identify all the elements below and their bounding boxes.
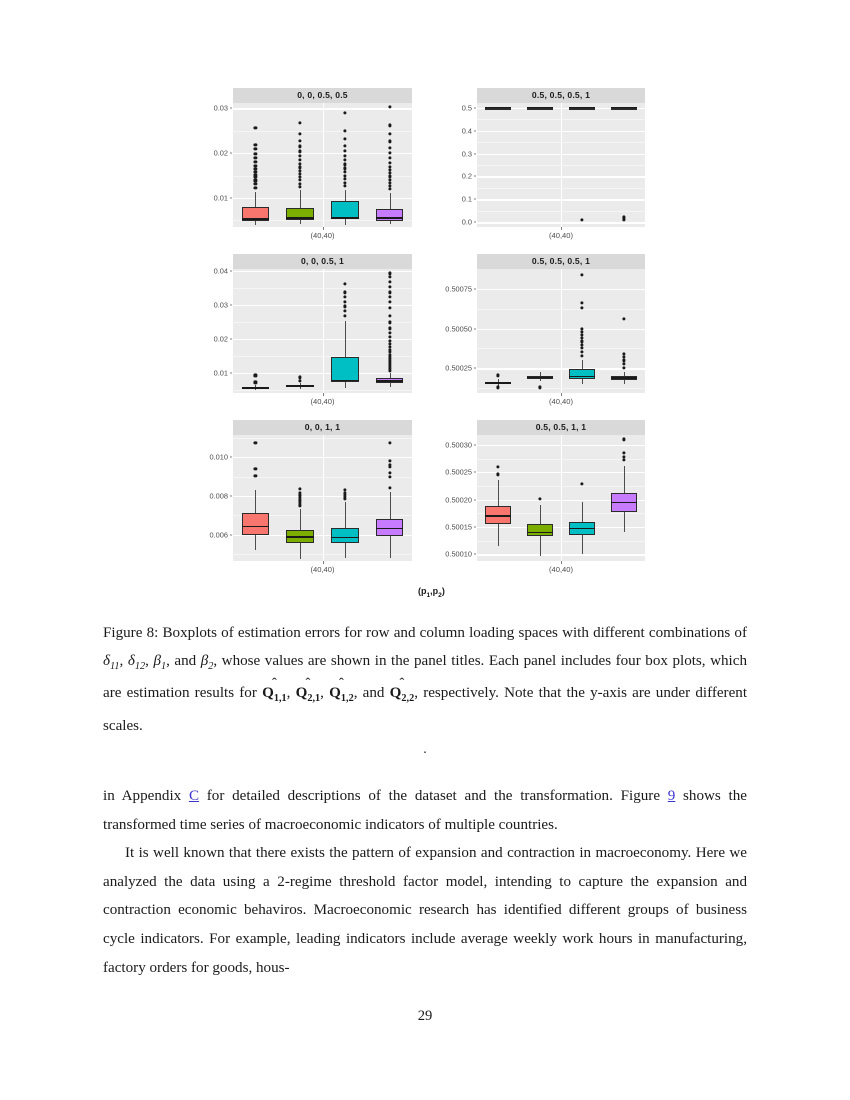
y-axis-tick-label: 0.02 [213, 334, 228, 344]
y-axis-tick-label: 0.50020 [445, 495, 472, 505]
symbol-qhat-11: ˆ $Q_{1,1}$ [262, 676, 287, 705]
y-axis-tick-mark [230, 304, 233, 305]
y-axis-tick-mark [230, 153, 233, 154]
outlier-point [388, 314, 391, 317]
y-axis-tick-label: 0.01 [213, 193, 228, 203]
whisker-upper [624, 466, 625, 493]
y-axis-tick-mark [474, 288, 477, 289]
outlier-point [622, 455, 625, 458]
outlier-point [388, 132, 391, 135]
outlier-point [388, 165, 391, 168]
y-axis-tick-mark [230, 197, 233, 198]
whisker-lower [390, 221, 391, 224]
outlier-point [622, 366, 625, 369]
boxplot-panel-1 [197, 88, 419, 254]
y-axis-tick-mark [474, 328, 477, 329]
outlier-point [622, 459, 625, 462]
outlier-point [622, 362, 625, 365]
y-axis-tick-label: 0.2 [461, 171, 472, 181]
y-axis-tick-mark [230, 372, 233, 373]
y-axis-tick-label: 0.0 [461, 217, 472, 227]
para1-text-c: shows the transformed time series of macroeconomic indicators of multiple countries. [103, 788, 747, 833]
boxplot-panel-6 [419, 420, 649, 588]
figure-9-link[interactable]: 9 [667, 788, 676, 804]
paragraph-2: It is well known that there exists the pattern of expansion and contraction in macroeconomy. Here we analyzed the data using a 2-regime threshold factor model, intending to capture the expansion and contraction economic behaviros. Macroeconomic research has identified different groups of business cycle indicators. For example, leading indicators include average weekly work hours in manufacturing, factory orders for goods, hous- [103, 845, 747, 976]
y-axis-tick-label: 0.03 [213, 103, 228, 113]
outlier-point [388, 460, 391, 463]
outlier-point [388, 140, 391, 143]
y-axis-tick-mark [474, 199, 477, 200]
mid-page-bullet: . [423, 742, 427, 757]
whisker-lower [624, 380, 625, 384]
y-axis-tick-mark [230, 457, 233, 458]
y-axis-tick-label: 0.50015 [445, 522, 472, 532]
caption-label: Figure 8: [103, 625, 159, 641]
x-axis-tick-label: (40,40) [310, 565, 335, 574]
boxplot-Q_2,2 [477, 269, 645, 393]
y-axis-tick-mark [230, 496, 233, 497]
y-axis-tick-mark [474, 153, 477, 154]
median-line [611, 107, 637, 109]
outlier-point [388, 124, 391, 127]
y-axis-tick-mark [474, 499, 477, 500]
outlier-point [388, 169, 391, 172]
x-axis-tick-label: (40,40) [548, 565, 574, 574]
outlier-point [388, 146, 391, 149]
caption-text-c: panel includes four box plots, which are estimation results for [103, 652, 747, 702]
y-axis-tick-label: 0.03 [213, 300, 228, 310]
panel-title: 0.5, 0.5, 0.5, 1 [477, 254, 645, 269]
y-axis-tick-label: 0.50025 [445, 363, 472, 373]
symbol-delta11: $\delta_{11}$ [103, 652, 120, 672]
outlier-point [388, 184, 391, 187]
para1-text-a: in Appendix [103, 788, 189, 804]
symbol-beta1: $\beta_1$ [153, 652, 167, 672]
outlier-point [388, 152, 391, 155]
outlier-point [388, 296, 391, 299]
median-line [376, 528, 404, 530]
panel-title: 0.5, 0.5, 0.5, 1 [477, 88, 645, 103]
outlier-point [622, 356, 625, 359]
outlier-point [622, 451, 625, 454]
outlier-point [388, 280, 391, 283]
y-axis-tick-mark [474, 222, 477, 223]
plot-area [209, 435, 412, 574]
y-axis-tick-mark [230, 338, 233, 339]
outlier-point [622, 352, 625, 355]
y-axis-tick-mark [474, 130, 477, 131]
caption-text-d: respectively. Note that the y-axis are under different scales. [103, 685, 748, 734]
y-axis-tick-mark [474, 527, 477, 528]
outlier-point [388, 300, 391, 303]
x-axis-tick-mark [561, 227, 562, 230]
x-axis-tick-mark [323, 393, 324, 396]
outlier-point [388, 441, 391, 444]
page-number: 29 [417, 1008, 433, 1024]
boxplot-Q_2,2 [233, 103, 412, 227]
y-axis-tick-label: 0.3 [461, 149, 472, 159]
boxplot-Q_2,2 [233, 269, 412, 393]
outlier-point [388, 161, 391, 164]
outlier-point [388, 275, 391, 278]
outlier-point [388, 335, 391, 338]
y-axis-tick-label: 0.50030 [445, 440, 472, 450]
median-line [611, 377, 637, 379]
outlier-point [388, 105, 391, 108]
outlier-point [388, 331, 391, 334]
symbol-qhat-21: ˆ $Q_{2,1}$ [295, 676, 321, 705]
y-axis-tick-label: 0.04 [213, 266, 228, 276]
y-axis-tick-label: 0.50050 [445, 324, 472, 334]
y-axis-tick-label: 0.01 [213, 368, 228, 378]
y-axis-tick-mark [474, 107, 477, 108]
y-axis-tick-mark [230, 270, 233, 271]
box [376, 209, 404, 221]
y-axis-tick-label: 0.006 [209, 530, 228, 540]
x-axis-tick-mark [561, 561, 562, 564]
y-axis-tick-mark [474, 444, 477, 445]
outlier-point [388, 306, 391, 309]
plot-area [213, 103, 412, 240]
x-axis-tick-label: (40,40) [310, 231, 335, 240]
x-axis-tick-mark [323, 561, 324, 564]
boxplot-panel-5 [197, 420, 419, 588]
outlier-point [388, 172, 391, 175]
y-axis-tick-label: 0.50075 [445, 284, 472, 294]
symbol-delta12: $\delta_{12}$ [127, 652, 146, 672]
outlier-point [388, 285, 391, 288]
y-axis-tick-label: 0.008 [209, 491, 228, 501]
para1-text-b: for detailed descriptions of the dataset and the transformation. Figure [199, 788, 668, 804]
x-axis-tick-label: (40,40) [310, 397, 335, 406]
whisker-lower [390, 383, 391, 387]
x-axis-tick-mark [323, 227, 324, 230]
whisker-lower [624, 512, 625, 532]
figure-caption [103, 620, 747, 740]
outlier-point [622, 438, 625, 441]
y-axis-tick-label: 0.02 [213, 148, 228, 158]
panel-title: 0, 0, 0.5, 1 [233, 254, 412, 269]
boxplot-Q_2,2 [477, 435, 645, 561]
y-axis-tick-label: 0.50010 [445, 549, 472, 559]
caption-text-b: , whose values are shown in the panel titles. Each [213, 652, 520, 669]
plot-area [461, 103, 645, 240]
plot-area [213, 266, 412, 406]
plot-area [445, 269, 645, 406]
body-text [103, 782, 747, 982]
caption-comma-2: , [145, 652, 154, 669]
boxplot-panel-grid [197, 88, 649, 588]
symbol-qhat-22: ˆ $Q_{2,2}$ [389, 676, 415, 705]
paragraph-1 [103, 782, 747, 839]
caption-text-a: combinations of [648, 625, 747, 641]
median-line [376, 380, 404, 382]
symbol-qhat-12: ˆ $Q_{1,2}$ [329, 676, 354, 705]
symbol-beta2: $\beta_2$ [200, 652, 214, 672]
x-axis-tick-mark [561, 393, 562, 396]
median-line [611, 502, 637, 504]
outlier-point [388, 471, 391, 474]
caption-comma-6: , and [353, 685, 390, 702]
caption-comma-5: , [320, 685, 330, 702]
panel-title: 0, 0, 0.5, 0.5 [233, 88, 412, 103]
y-axis-tick-mark [474, 176, 477, 177]
y-axis-tick-mark [474, 472, 477, 473]
y-axis-tick-mark [230, 534, 233, 535]
panel-title: 0.5, 0.5, 1, 1 [477, 420, 645, 435]
boxplot-Q_2,2 [477, 103, 645, 227]
panel-title: 0, 0, 1, 1 [233, 420, 412, 435]
x-axis-tick-label: (40,40) [548, 397, 574, 406]
outlier-point [388, 175, 391, 178]
outlier-point [388, 327, 391, 330]
caption-comma-7: , [414, 685, 418, 702]
caption-comma-3: , and [166, 652, 201, 669]
boxplot-panel-4 [419, 254, 649, 420]
x-axis-title: $(p_1,p_2)$ [418, 586, 445, 599]
boxplot-panel-3 [197, 254, 419, 420]
y-axis-tick-label: 0.4 [461, 126, 472, 136]
caption-comma-1: , [119, 652, 128, 669]
median-line [376, 217, 404, 219]
outlier-point [388, 487, 391, 490]
y-axis-tick-label: 0.5 [461, 103, 472, 113]
plot-area [445, 435, 645, 574]
boxplot-panel-2 [419, 88, 649, 254]
outlier-point [388, 187, 391, 190]
outlier-point [622, 359, 625, 362]
x-axis-tick-label: (40,40) [548, 231, 574, 240]
outlier-point [622, 317, 625, 320]
appendix-c-link[interactable]: C [188, 788, 200, 804]
whisker-upper [390, 492, 391, 519]
outlier-point [388, 156, 391, 159]
outlier-point [388, 475, 391, 478]
y-axis-tick-label: 0.010 [209, 452, 228, 462]
outlier-point [388, 321, 391, 324]
whisker-lower [390, 536, 391, 558]
whisker-upper [390, 193, 391, 210]
y-axis-tick-label: 0.1 [461, 194, 472, 204]
outlier-point [388, 181, 391, 184]
y-axis-tick-mark [474, 368, 477, 369]
y-axis-tick-label: 0.50025 [445, 467, 472, 477]
outlier-point [388, 272, 391, 275]
y-axis-tick-mark [230, 108, 233, 109]
outlier-point [388, 291, 391, 294]
boxplot-Q_2,2 [233, 435, 412, 561]
caption-comma-4: , [286, 685, 296, 702]
y-axis-tick-mark [474, 554, 477, 555]
caption-line1: Boxplots of estimation errors for row and column loading spaces with different [162, 625, 645, 641]
outlier-point [388, 178, 391, 181]
